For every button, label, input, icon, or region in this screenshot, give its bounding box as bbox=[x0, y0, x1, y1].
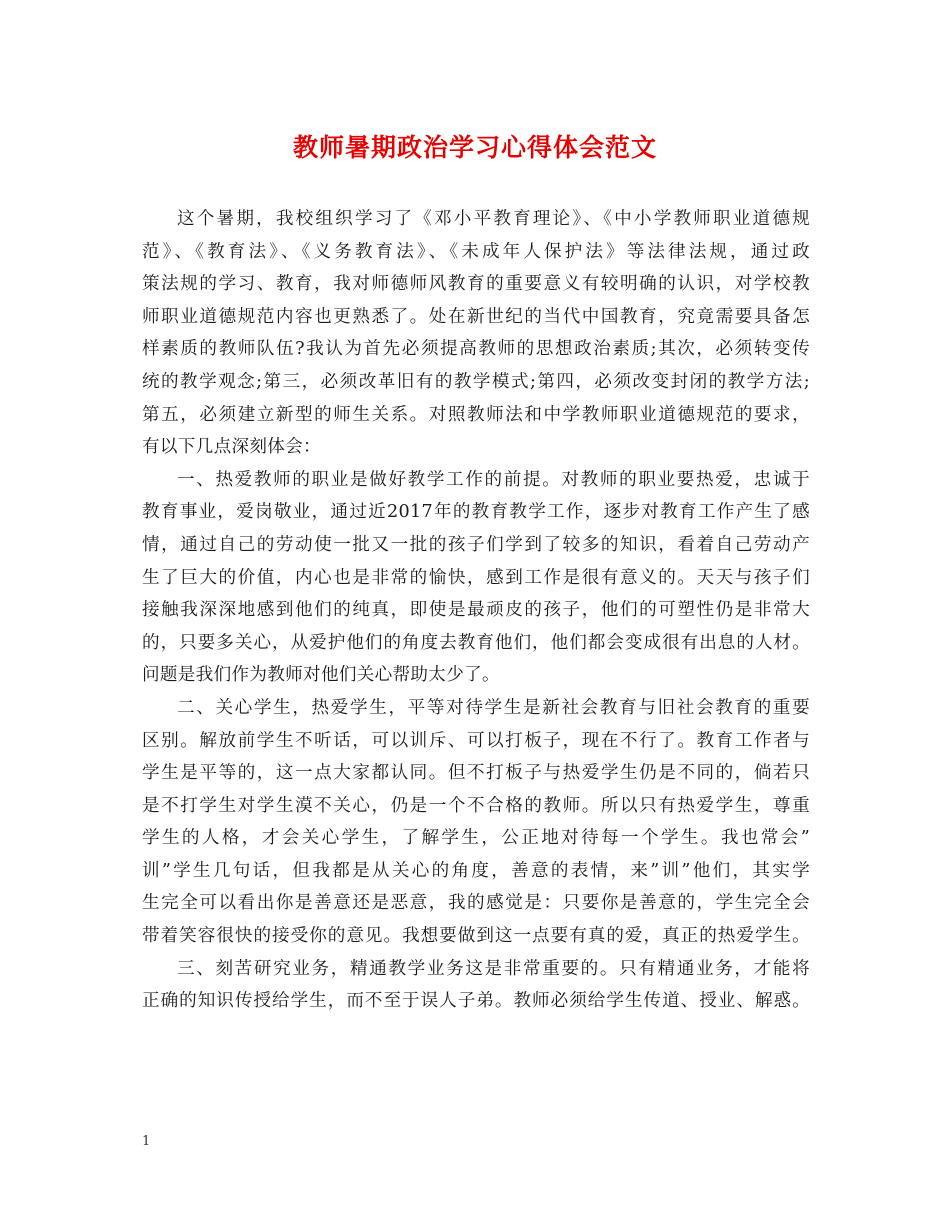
text-line: 区别。解放前学生不听话，可以训斥、可以打板子，现在不行了。教育工作者与 bbox=[142, 730, 810, 751]
text-line: 二、关心学生，热爱学生，平等对待学生是新社会教育与旧社会教育的重要 bbox=[177, 697, 810, 718]
text-line: 的，只要多关心，从爱护他们的角度去教育他们，他们都会变成很有出息的人材。 bbox=[142, 632, 810, 653]
text-line: 样素质的教师队伍?我认为首先必须提高教师的思想政治素质;其次，必须转变传 bbox=[142, 339, 810, 360]
text-line: 范》、《教育法》、《义务教育法》、《未成年人保护法》等法律法规，通过政 bbox=[142, 241, 810, 262]
text-line: 一、热爱教师的职业是做好教学工作的前提。对教师的职业要热爱，忠诚于 bbox=[177, 469, 810, 490]
text-line: 是不打学生对学生漠不关心，仍是一个不合格的教师。所以只有热爱学生，尊重 bbox=[142, 795, 810, 816]
text-line: 正确的知识传授给学生，而不至于误人子弟。教师必须给学生传道、授业、解惑。 bbox=[142, 991, 810, 1012]
text-line: 统的教学观念;第三，必须改革旧有的教学模式;第四，必须改变封闭的教学方法; bbox=[142, 371, 810, 392]
text-line: 有以下几点深刻体会： bbox=[142, 437, 321, 458]
text-line: 问题是我们作为教师对他们关心帮助太少了。 bbox=[142, 665, 500, 686]
text-line: 策法规的学习、教育，我对师德师风教育的重要意义有较明确的认识，对学校教 bbox=[142, 274, 810, 295]
text-line: 这个暑期，我校组织学习了《邓小平教育理论》、《中小学教师职业道德规 bbox=[177, 209, 810, 229]
text-line: 教育事业，爱岗敬业，通过近2017年的教育教学工作，逐步对教育工作产生了感 bbox=[142, 502, 810, 523]
page-number: 1 bbox=[142, 1134, 151, 1149]
document-body bbox=[142, 203, 810, 1018]
document-title: 教师暑期政治学习心得体会范文 bbox=[292, 133, 657, 162]
text-line: 学生的人格，才会关心学生，了解学生，公正地对待每一个学生。我也常会” bbox=[142, 828, 810, 849]
text-line: 训”学生几句话，但我都是从关心的角度，善意的表情，来”训”他们，其实学 bbox=[142, 860, 810, 881]
text-line: 第五，必须建立新型的师生关系。对照教师法和中学教师职业道德规范的要求， bbox=[142, 404, 810, 425]
text-line: 接触我深深地感到他们的纯真，即使是最顽皮的孩子，他们的可塑性仍是非常大 bbox=[142, 600, 810, 621]
text-line: 师职业道德规范内容也更熟悉了。处在新世纪的当代中国教育，究竟需要具备怎 bbox=[142, 306, 810, 327]
text-line: 三、刻苦研究业务，精通教学业务这是非常重要的。只有精通业务，才能将 bbox=[177, 958, 810, 979]
text-line: 带着笑容很快的接受你的意见。我想要做到这一点要有真的爱，真正的热爱学生。 bbox=[142, 926, 810, 947]
text-line: 情，通过自己的劳动使一批又一批的孩子们学到了较多的知识，看着自己劳动产 bbox=[142, 534, 810, 555]
text-line: 学生是平等的，这一点大家都认同。但不打板子与热爱学生仍是不同的，倘若只 bbox=[142, 763, 810, 784]
text-line: 生完全可以看出你是善意还是恶意，我的感觉是：只要你是善意的，学生完全会 bbox=[142, 893, 810, 914]
text-line: 生了巨大的价值，内心也是非常的愉快，感到工作是很有意义的。天天与孩子们 bbox=[142, 567, 810, 588]
